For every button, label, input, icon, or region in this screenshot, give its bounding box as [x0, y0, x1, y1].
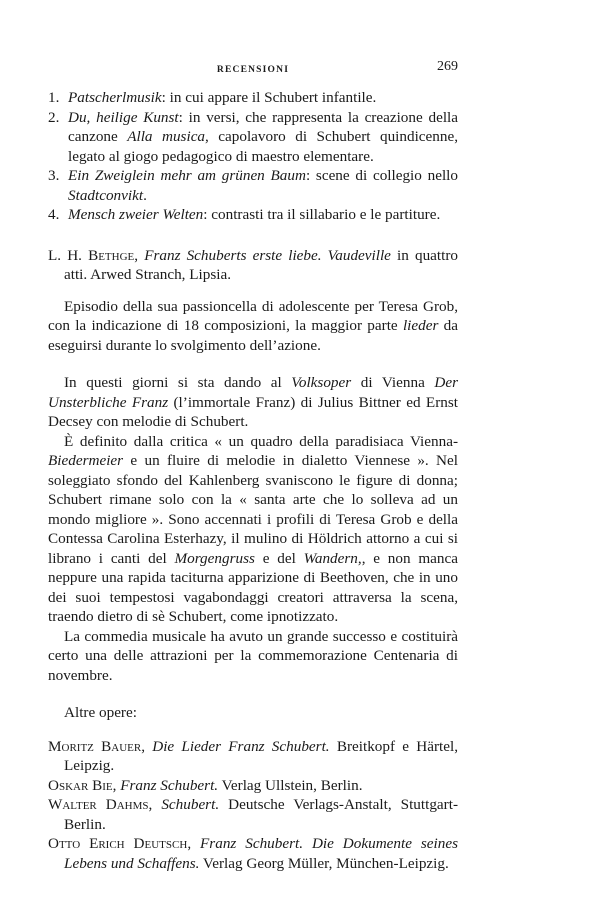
separator: ,: [187, 835, 201, 852]
paragraph-text: Episodio della sua passioncella di adolescente per Teresa Grob, con la indicazione di 18 composizioni, la maggior parte: [48, 297, 458, 334]
italic-term: Volksoper: [291, 374, 352, 391]
publication-info: in quattro atti. Arwed Stranch, Lipsia.: [64, 246, 459, 283]
bethge-entry: [48, 246, 458, 285]
publication-info: Breitkopf e Härtel, Leipzig.: [64, 737, 458, 774]
separator: ,: [148, 796, 162, 813]
item-number: 2.: [48, 108, 60, 126]
paragraph-text: e del: [254, 549, 304, 567]
paragraph-text: ,, e non manca neppure una rapida taciturna apparizione di Beethoven, che in uno dei suoi tempestosi vagabondaggi creatori attraversa la scena, traendo dietro di sè Schubert, come ipnotizzato.: [48, 549, 459, 625]
page-number: 269: [437, 59, 458, 74]
separator: ,: [141, 737, 153, 755]
italic-title: Wandern: [303, 549, 358, 567]
work-title: Alla musica: [127, 128, 206, 145]
author-name: Oskar Bie: [48, 776, 113, 794]
author-name: Otto Erich Deutsch: [48, 835, 188, 852]
author-name: Bethge: [88, 246, 135, 264]
paragraph-text: È definito dalla critica « un quadro della paradisiaca Vienna-: [64, 432, 458, 450]
author-name: Walter Dahms: [48, 796, 149, 813]
work-title: Du, heilige Kunst: [68, 108, 179, 126]
item-number: 1.: [48, 89, 60, 106]
bibliography-entry: [48, 737, 458, 776]
publication-info: Deutsche Verlags-Anstalt, Stuttgart-Berlin.: [64, 796, 458, 833]
commedia-paragraph: La commedia musicale ha avuto un grande successo e costituirà certo una delle attrazioni per la commemorazione Centenaria di novembre.: [48, 627, 458, 684]
work-description: , capolavoro di Schubert quindicenne, legato al giogo pedagogico di maestro elementare.: [68, 128, 458, 165]
separator: ,: [134, 246, 145, 264]
book-title: Franz Schuberts erste liebe. Vaudeville: [144, 246, 391, 264]
volksoper-paragraph: [48, 373, 458, 432]
author-name: Moritz Bauer: [48, 737, 142, 755]
bibliography-entry: [48, 834, 458, 873]
paragraph-text: (l’immortale Franz) di Julius Bittner ed Ernst Decsey con melodie di Schubert.: [48, 393, 458, 430]
italic-title: Morgengruss: [174, 549, 255, 567]
paragraph-text: di Vienna: [351, 374, 435, 391]
critica-paragraph: [48, 432, 458, 627]
separator: ,: [112, 776, 121, 794]
work-title: Mensch zweier Welten: [68, 206, 204, 223]
item-number: 4.: [48, 206, 60, 223]
work-description: .: [143, 186, 147, 204]
list-item: [48, 205, 458, 225]
work-title: Ein Zweiglein mehr am grünen Baum: [68, 167, 306, 184]
list-item: [48, 108, 458, 167]
book-title: Franz Schubert. Die Dokumente seines Lebens und Schaffens.: [64, 835, 458, 872]
italic-title: Der Unsterbliche Franz: [48, 374, 459, 411]
work-title: Stadtconvikt: [68, 186, 144, 204]
author-initials: L. H.: [48, 246, 89, 264]
publication-info: Verlag Georg Müller, München-Leipzig.: [199, 854, 449, 872]
episode-paragraph: [48, 297, 458, 356]
item-number: 3.: [48, 167, 60, 184]
book-title: Die Lieder Franz Schubert.: [152, 737, 330, 755]
work-description: : scene di collegio nello: [305, 167, 458, 184]
paragraph-text: In questi giorni si sta dando al: [64, 374, 292, 391]
book-title: Franz Schubert.: [120, 776, 219, 794]
work-description: : contrasti tra il sillabario e le partiture.: [203, 206, 441, 223]
list-item: [48, 166, 458, 205]
italic-term: Biedermeier: [48, 452, 124, 469]
works-list: [48, 88, 458, 225]
paragraph-text: da eseguirsi durante lo svolgimento dell’azione.: [48, 317, 458, 354]
book-title: Schubert.: [161, 796, 220, 813]
publication-info: Verlag Ullstein, Berlin.: [218, 776, 363, 794]
bibliography-entry: [48, 795, 458, 834]
page-body: [48, 88, 458, 873]
paragraph-text: e un fluire di melodie in dialetto Viennese ». Nel soleggiato sfondo del Kahlenberg svaniscono le figure di donna; Schubert rimane solo con la « santa arte che lo solleva ad un mondo migliore ». Sono accennati i profili di Teresa Grob e della Contessa Carolina Esterhazy, il mulino di Höldrich attorno a cui si librano i canti del: [48, 452, 458, 567]
running-head: RECENSIONI: [216, 65, 290, 75]
list-item: [48, 88, 458, 108]
work-description: : in versi, che rappresenta la creazione della canzone: [68, 108, 459, 145]
page-header: [48, 57, 458, 77]
section-heading: Altre opere:: [64, 704, 137, 721]
work-title: Patscherlmusik: [68, 89, 162, 106]
italic-term: lieder: [402, 317, 439, 334]
bibliography-entry: [48, 776, 458, 796]
work-description: : in cui appare il Schubert infantile.: [161, 89, 377, 106]
